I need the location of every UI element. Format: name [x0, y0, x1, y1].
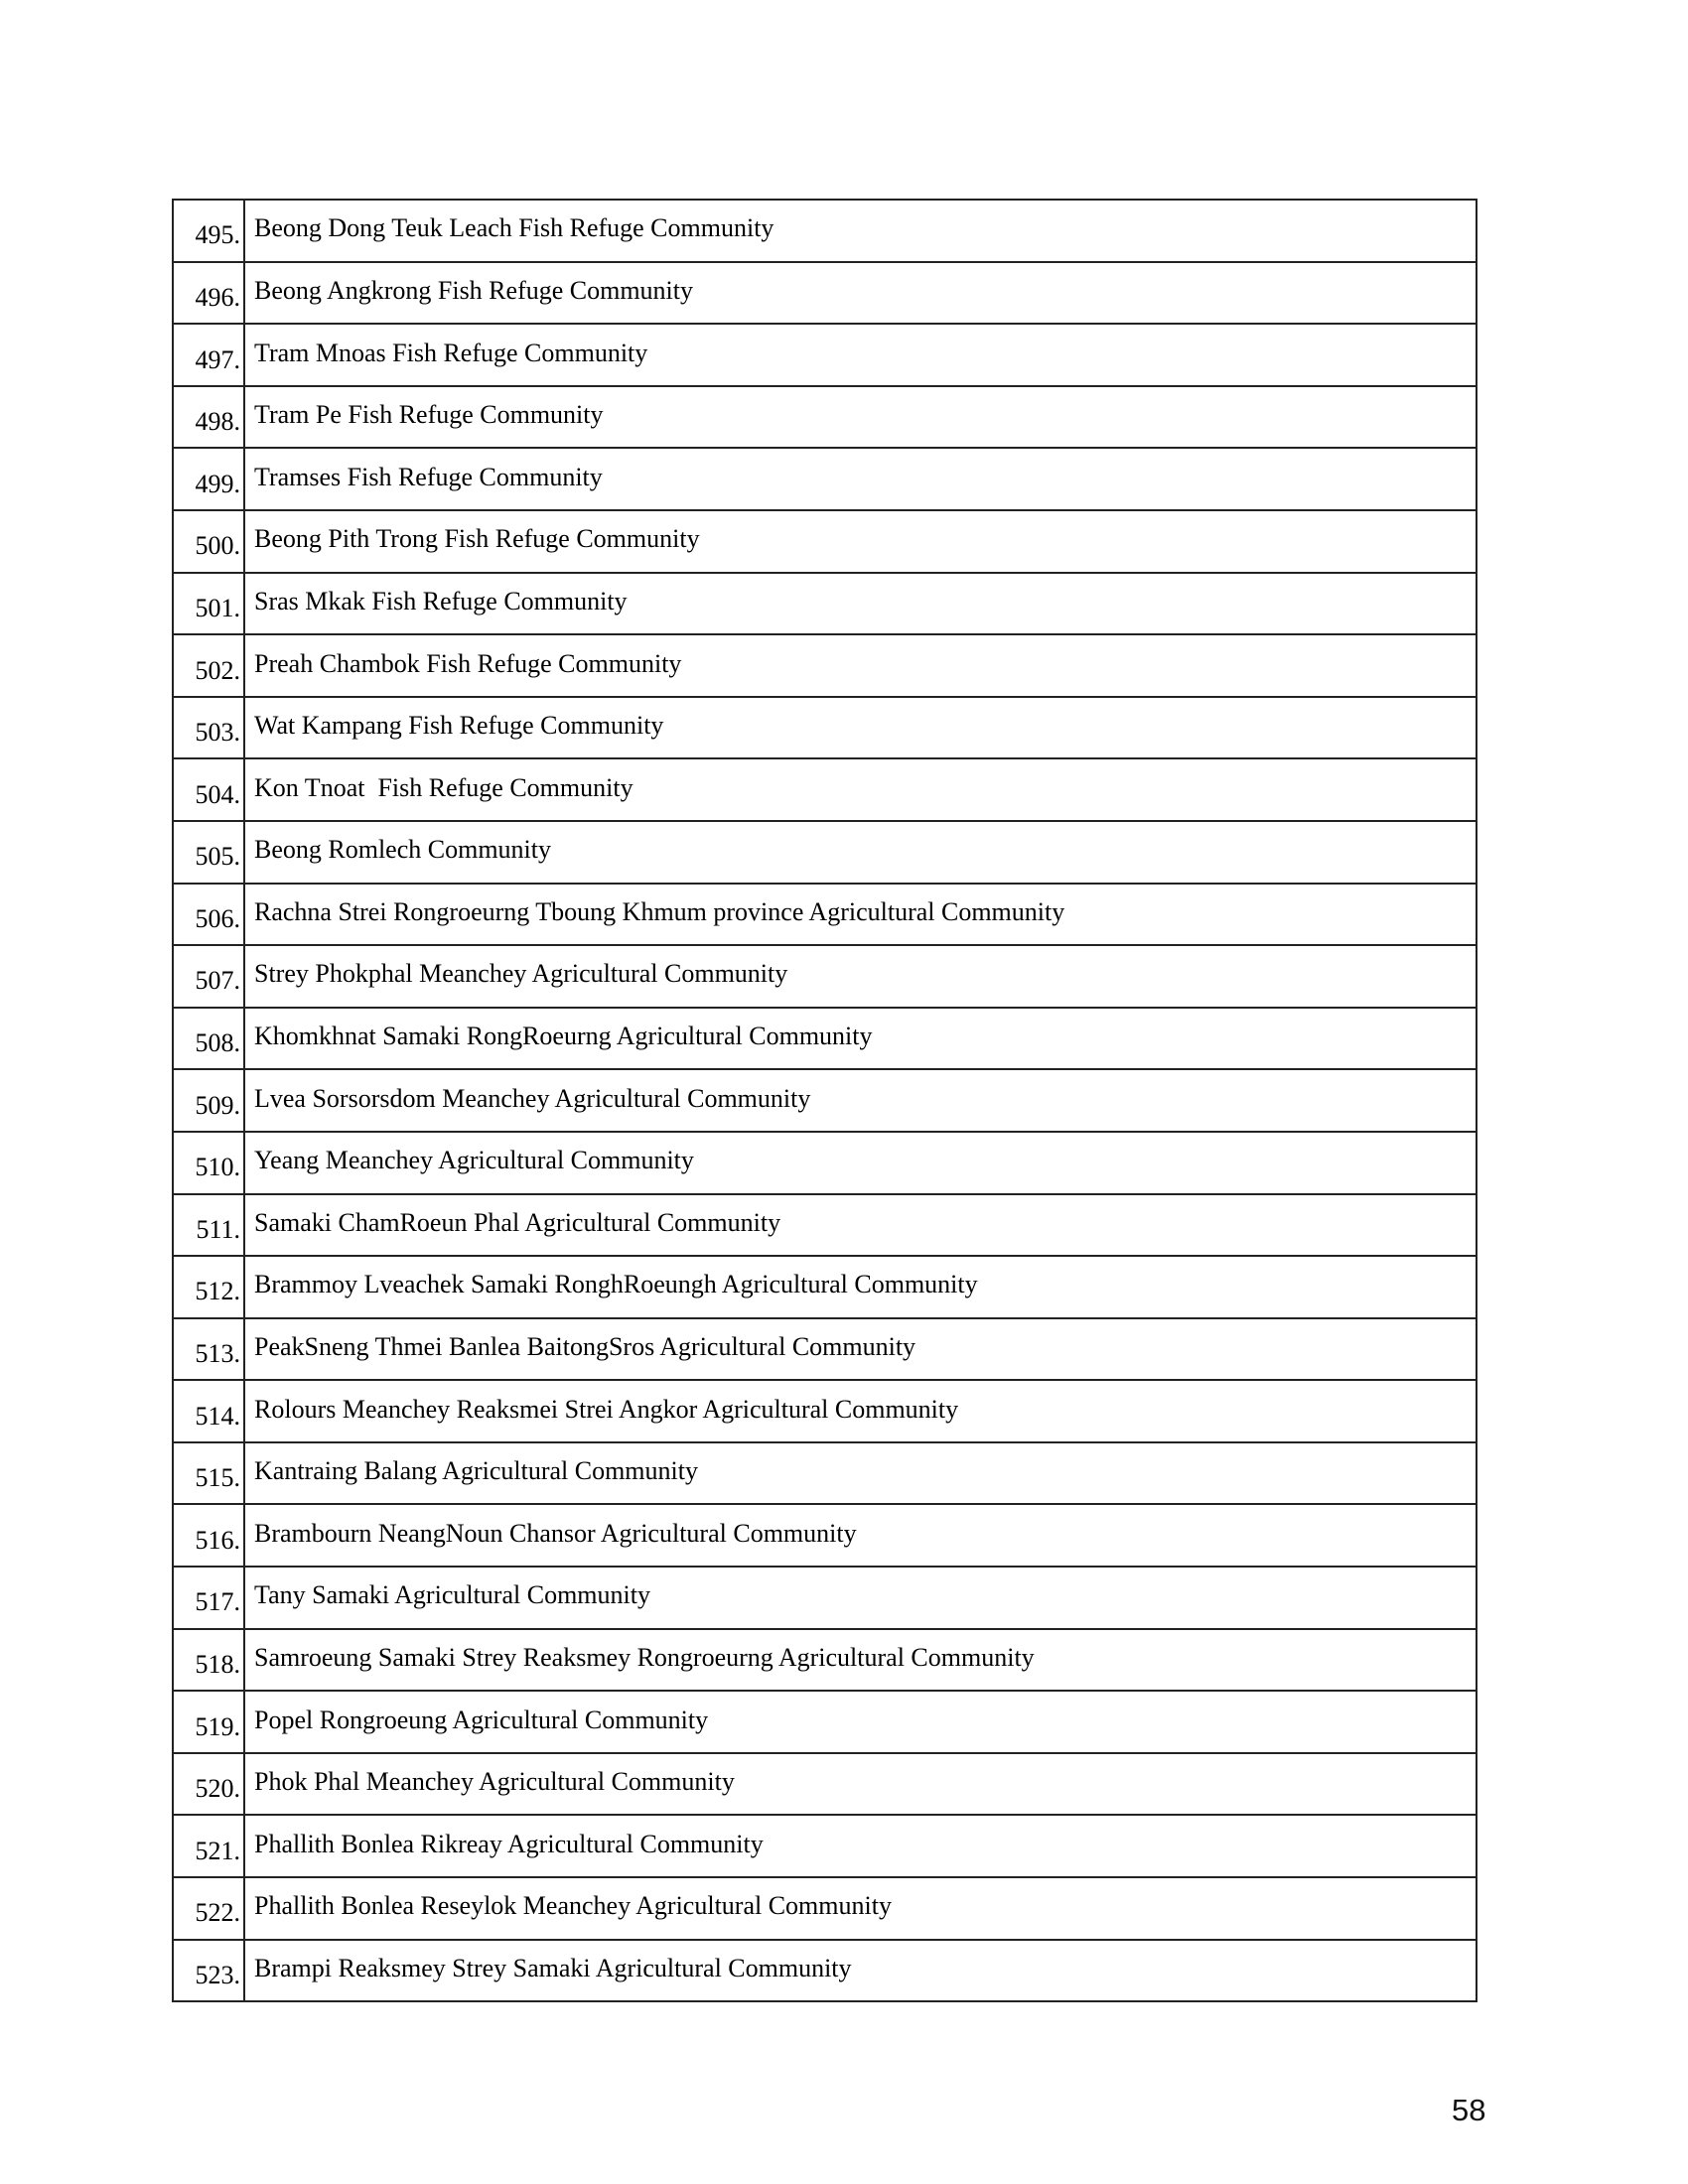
- row-number: 517.: [173, 1567, 244, 1629]
- row-number: 520.: [173, 1753, 244, 1816]
- row-number: 503.: [173, 697, 244, 759]
- row-number: 504.: [173, 758, 244, 821]
- community-name: Brambourn NeangNoun Chansor Agricultural Community: [244, 1504, 1477, 1567]
- table-row: [173, 510, 1477, 573]
- row-number: 521.: [173, 1815, 244, 1877]
- table-row: [173, 1815, 1477, 1877]
- row-number: 501.: [173, 573, 244, 635]
- community-name: Tramses Fish Refuge Community: [244, 448, 1477, 510]
- row-number: 513.: [173, 1318, 244, 1381]
- community-name: Phok Phal Meanchey Agricultural Community: [244, 1753, 1477, 1816]
- table-row: [173, 448, 1477, 510]
- table-row: [173, 262, 1477, 325]
- table-row: [173, 1504, 1477, 1567]
- table-row: [173, 1380, 1477, 1442]
- community-name: Tram Pe Fish Refuge Community: [244, 386, 1477, 449]
- community-name: Beong Romlech Community: [244, 821, 1477, 884]
- table-row: [173, 1691, 1477, 1753]
- row-number: 514.: [173, 1380, 244, 1442]
- community-name: Beong Pith Trong Fish Refuge Community: [244, 510, 1477, 573]
- community-name: Lvea Sorsorsdom Meanchey Agricultural Community: [244, 1069, 1477, 1132]
- community-name: Brammoy Lveachek Samaki RonghRoeungh Agricultural Community: [244, 1256, 1477, 1318]
- community-name: Yeang Meanchey Agricultural Community: [244, 1132, 1477, 1194]
- table-row: [173, 1069, 1477, 1132]
- table-row: [173, 1629, 1477, 1692]
- table-row: [173, 1753, 1477, 1816]
- table-row: [173, 1132, 1477, 1194]
- row-number: 507.: [173, 945, 244, 1008]
- row-number: 510.: [173, 1132, 244, 1194]
- community-name: Rolours Meanchey Reaksmei Strei Angkor Agricultural Community: [244, 1380, 1477, 1442]
- row-number: 499.: [173, 448, 244, 510]
- community-name: Sras Mkak Fish Refuge Community: [244, 573, 1477, 635]
- row-number: 495.: [173, 200, 244, 262]
- community-name: Samroeung Samaki Strey Reaksmey Rongroeurng Agricultural Community: [244, 1629, 1477, 1692]
- row-number: 523.: [173, 1940, 244, 2002]
- community-name: Popel Rongroeung Agricultural Community: [244, 1691, 1477, 1753]
- table-row: [173, 1256, 1477, 1318]
- page-number: 58: [1452, 2093, 1486, 2127]
- community-name: Kon Tnoat Fish Refuge Community: [244, 758, 1477, 821]
- table-row: [173, 1318, 1477, 1381]
- row-number: 512.: [173, 1256, 244, 1318]
- table-row: [173, 945, 1477, 1008]
- table-row: [173, 1940, 1477, 2002]
- table-row: [173, 1567, 1477, 1629]
- table-row: [173, 821, 1477, 884]
- table-row: [173, 386, 1477, 449]
- table-row: [173, 1008, 1477, 1070]
- row-number: 496.: [173, 262, 244, 325]
- community-name: Rachna Strei Rongroeurng Tboung Khmum province Agricultural Community: [244, 884, 1477, 946]
- row-number: 518.: [173, 1629, 244, 1692]
- row-number: 509.: [173, 1069, 244, 1132]
- table-row: [173, 1877, 1477, 1940]
- row-number: 505.: [173, 821, 244, 884]
- row-number: 508.: [173, 1008, 244, 1070]
- community-name: Tram Mnoas Fish Refuge Community: [244, 324, 1477, 386]
- row-number: 500.: [173, 510, 244, 573]
- table-row: [173, 634, 1477, 697]
- table-row: [173, 884, 1477, 946]
- row-number: 498.: [173, 386, 244, 449]
- community-name: Phallith Bonlea Reseylok Meanchey Agricultural Community: [244, 1877, 1477, 1940]
- table-row: [173, 758, 1477, 821]
- row-number: 515.: [173, 1442, 244, 1505]
- row-number: 502.: [173, 634, 244, 697]
- table-row: [173, 200, 1477, 262]
- table-row: [173, 1194, 1477, 1257]
- community-name: Beong Angkrong Fish Refuge Community: [244, 262, 1477, 325]
- row-number: 522.: [173, 1877, 244, 1940]
- community-name: Preah Chambok Fish Refuge Community: [244, 634, 1477, 697]
- community-name: Samaki ChamRoeun Phal Agricultural Community: [244, 1194, 1477, 1257]
- community-name: Kantraing Balang Agricultural Community: [244, 1442, 1477, 1505]
- row-number: 506.: [173, 884, 244, 946]
- table-row: [173, 1442, 1477, 1505]
- community-name: Brampi Reaksmey Strey Samaki Agricultural Community: [244, 1940, 1477, 2002]
- community-list-table: [172, 199, 1477, 2002]
- row-number: 511.: [173, 1194, 244, 1257]
- community-name: Tany Samaki Agricultural Community: [244, 1567, 1477, 1629]
- community-name: Khomkhnat Samaki RongRoeurng Agricultural Community: [244, 1008, 1477, 1070]
- community-name: Wat Kampang Fish Refuge Community: [244, 697, 1477, 759]
- community-name: Phallith Bonlea Rikreay Agricultural Community: [244, 1815, 1477, 1877]
- table-row: [173, 697, 1477, 759]
- table-row: [173, 573, 1477, 635]
- row-number: 497.: [173, 324, 244, 386]
- row-number: 516.: [173, 1504, 244, 1567]
- row-number: 519.: [173, 1691, 244, 1753]
- table-row: [173, 324, 1477, 386]
- community-name: Strey Phokphal Meanchey Agricultural Community: [244, 945, 1477, 1008]
- community-table-body: [173, 200, 1477, 2001]
- community-name: PeakSneng Thmei Banlea BaitongSros Agricultural Community: [244, 1318, 1477, 1381]
- community-name: Beong Dong Teuk Leach Fish Refuge Community: [244, 200, 1477, 262]
